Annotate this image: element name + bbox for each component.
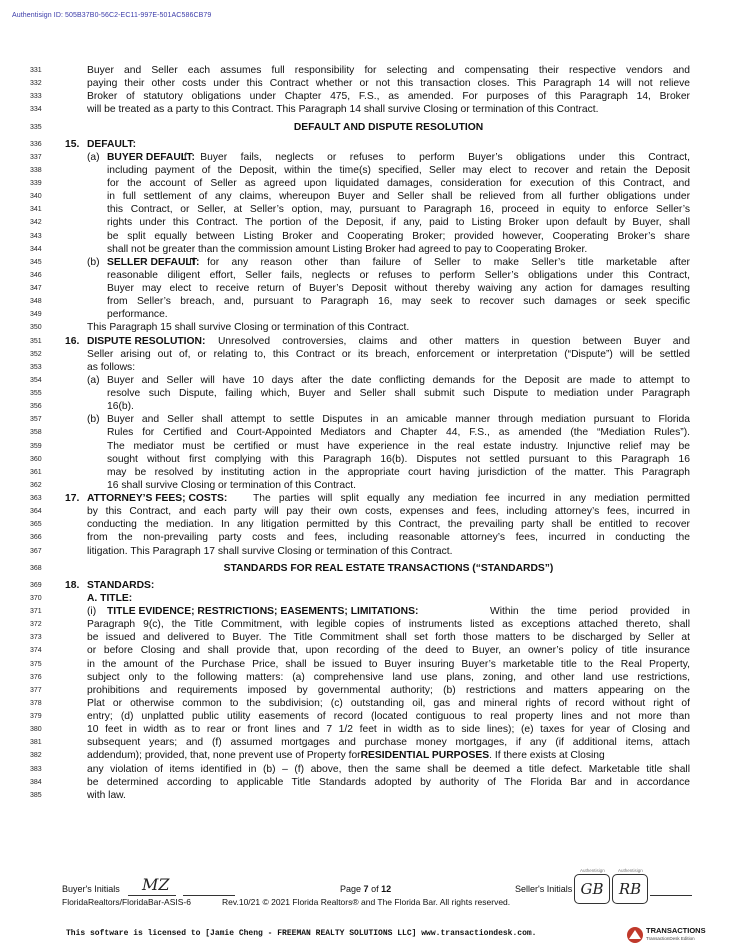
- line-number: 337: [30, 153, 42, 161]
- line-number: 382: [30, 752, 42, 760]
- line-text: paying their other costs under this Contract whether or not this transaction closes. This Paragraph 14 will not relieve: [87, 78, 690, 90]
- line-number: 359: [30, 442, 42, 450]
- line-number: 347: [30, 285, 42, 292]
- line-text: The parties will split equally any mediation fee incurred in any mediation permitted: [253, 493, 690, 504]
- contract-line: [0, 256, 734, 269]
- line-text: rights under this Contract. The portion of the Deposit, if any, paid to Listing Broker upon default by Buyer, shall: [107, 217, 690, 229]
- line-text: prohibitions and requirements imposed by governmental authority; (b) restrictions and matters appearing on the: [87, 684, 690, 696]
- line-number: 341: [30, 206, 42, 214]
- line-text: Seller arising out of, or relating to, this Contract or its breach, enforcement or interpretation (“Dispute”) will be settled: [87, 348, 690, 360]
- line-text: Buyer and Seller shall attempt to settle Disputes in an amicable manner through mediation pursuant to Florida: [107, 414, 690, 426]
- line-text: will be treated as a party to this Contract. This Paragraph 14 shall survive Closing or termination of this Contract.: [87, 104, 599, 116]
- contract-line: [0, 413, 734, 426]
- contract-line: [0, 684, 734, 697]
- contract-line: [0, 531, 734, 544]
- contract-line: [0, 90, 734, 103]
- line-number: 370: [30, 594, 42, 602]
- contract-line: [0, 671, 734, 684]
- line-text: STANDARDS FOR REAL ESTATE TRANSACTIONS (“STANDARDS”): [223, 562, 554, 574]
- line-text: or before Closing and shall provide that, upon recording of the deed to Buyer, an owner’s policy of title insurance: [87, 645, 690, 657]
- line-text: be issued and delivered to Buyer. The Title Commitment shall set forth those matters to be discharged by Seller at: [87, 632, 690, 644]
- contract-line: [0, 400, 734, 413]
- seller-init-tag-2: Authentisign: [618, 868, 643, 873]
- form-id: FloridaRealtors/FloridaBar-ASIS-6: [62, 897, 191, 907]
- line-text: Unresolved controversies, claims and other matters in question between Buyer and: [218, 335, 690, 347]
- contract-line: [0, 361, 734, 374]
- line-number: 362: [30, 481, 42, 489]
- contract-line: [0, 710, 734, 723]
- line-number: 351: [30, 337, 42, 345]
- line-text: by this Contract, and each party will pay their own costs, expenses and fees, including attorney’s fees, incurred in: [87, 506, 690, 518]
- line-number: 374: [30, 647, 42, 655]
- line-text: shall not be greater than the commission amount Listing Broker had agreed to pay to Cooperating Broker.: [107, 243, 588, 255]
- contract-line: [0, 618, 734, 631]
- contract-line: [0, 631, 734, 644]
- contract-line: [0, 335, 734, 348]
- line-number: 365: [30, 521, 42, 529]
- buyer-initials-box-1[interactable]: [128, 875, 176, 896]
- line-text: This Paragraph 15 shall survive Closing or termination of this Contract.: [87, 322, 410, 334]
- line-text: Rules for Certified and Court-Appointed Mediators and Chapter 44, F.S., as amended (the “Mediation Rules”).: [107, 427, 690, 439]
- line-number: 332: [30, 80, 42, 88]
- contract-line: [0, 177, 734, 190]
- page-number: Page 7 of 12: [340, 884, 392, 894]
- line-text: may be resolved by instituting action in the appropriate court having jurisdiction of the matter. This Paragraph: [107, 466, 690, 478]
- contract-line: [0, 282, 734, 295]
- line-text: entry; (d) unplatted public utility easements of record (located contiguous to real property lines and not more than: [87, 711, 690, 722]
- line-text: reasonable diligent effort, Seller fails, neglects or refuses to perform Seller’s obligations under this Contract,: [107, 269, 690, 281]
- line-text: conducting the mediation. In any litigation permitted by this Contract, the prevailing party shall be entitled to recover: [87, 519, 690, 531]
- line-number: 334: [30, 106, 42, 114]
- line-number: 340: [30, 193, 42, 201]
- contract-line: [0, 723, 734, 736]
- line-number: 366: [30, 534, 42, 542]
- seller-initials-box-2[interactable]: RB: [612, 874, 648, 904]
- line-number: 372: [30, 621, 42, 629]
- contract-line: [0, 492, 734, 505]
- line-text: this Contract, or Seller, at Seller’s option, may, pursuant to Paragraph 16, proceed in equity to enforce Seller’s: [107, 204, 690, 216]
- line-number: 369: [30, 581, 42, 589]
- contract-line: [0, 736, 734, 749]
- line-text-part: . If there exists at Closing: [489, 750, 605, 762]
- line-number: 376: [30, 673, 42, 681]
- line-number: 355: [30, 390, 42, 397]
- line-text: STANDARDS:: [87, 579, 155, 591]
- contract-line: [0, 216, 734, 229]
- contract-line: [0, 479, 734, 492]
- line-number: 357: [30, 416, 42, 424]
- line-number: 342: [30, 219, 42, 227]
- paragraph-label: 18.: [65, 579, 80, 591]
- contract-line: [0, 426, 734, 439]
- paragraph-label: BUYER DEFAULT:: [107, 151, 195, 163]
- line-text-part: addendum); provided, that, none prevent use of Property for: [87, 750, 361, 762]
- line-number: 356: [30, 403, 42, 411]
- line-text: Paragraph 9(c), the Title Commitment, with legible copies of instruments listed as exceptions attached thereto, shall: [87, 619, 690, 631]
- paragraph-label: (b): [87, 414, 100, 426]
- line-text: in the amount of the Purchase Price, shall be issued to Buyer insuring Buyer’s marketable title to the Real Property,: [87, 658, 690, 670]
- seller-initials-box-1[interactable]: GB: [574, 874, 610, 904]
- line-text: as follows:: [87, 361, 136, 373]
- contract-line: [0, 190, 734, 203]
- line-number: 384: [30, 778, 42, 786]
- line-text: with law.: [87, 789, 126, 801]
- paragraph-label: TITLE EVIDENCE; RESTRICTIONS; EASEMENTS; LIMITATIONS:: [107, 606, 419, 617]
- paragraph-label: (a): [87, 374, 100, 386]
- contract-line: [0, 103, 734, 116]
- contract-line: [0, 308, 734, 321]
- line-number: 343: [30, 232, 42, 240]
- line-text: for the account of Seller as agreed upon liquidated damages, consideration for execution of this Contract, and: [107, 178, 690, 189]
- line-text: 10 feet in width as to rear or front lines and 7 1/2 feet in width as to side lines); (e) taxes for year of Closing and: [87, 724, 690, 736]
- contract-line: [0, 295, 734, 308]
- line-text: subject only to the following matters: (a) comprehensive land use plans, zoning, and other land use restrictions,: [87, 671, 690, 683]
- line-text: in full settlement of any claims, whereupon Buyer and Seller shall be relieved from all further obligations under: [107, 191, 690, 203]
- line-number: 380: [30, 726, 42, 734]
- contract-line: [0, 545, 734, 558]
- contract-line: [0, 440, 734, 453]
- contract-line: [0, 697, 734, 710]
- line-number: 346: [30, 271, 42, 279]
- line-text: If Buyer fails, neglects or refuses to perform Buyer’s obligations under this Contract,: [181, 151, 690, 163]
- contract-line: [0, 466, 734, 479]
- line-number: 385: [30, 791, 42, 799]
- line-text: A. TITLE:: [87, 592, 133, 604]
- line-text: DEFAULT AND DISPUTE RESOLUTION: [293, 121, 484, 133]
- buyer-initials-box-2[interactable]: [183, 880, 235, 896]
- transactions-logo-icon: [626, 926, 644, 944]
- line-number: 364: [30, 508, 42, 516]
- contract-line: [0, 592, 734, 605]
- contract-line: [0, 605, 734, 618]
- contract-line: [0, 151, 734, 164]
- line-text: Plat or otherwise common to the subdivision; (c) outstanding oil, gas and mineral rights of record without right of: [87, 697, 690, 709]
- line-number: 358: [30, 429, 42, 437]
- line-number: 335: [30, 123, 42, 131]
- line-number: 367: [30, 547, 42, 555]
- line-number: 368: [30, 564, 42, 572]
- contract-line: [0, 789, 734, 802]
- line-text: Broker of statutory obligations under Chapter 475, F.S., as amended. For purposes of this Paragraph 14, Broker: [87, 91, 690, 103]
- paragraph-label: (i): [87, 606, 97, 617]
- contract-line: [0, 749, 734, 762]
- contract-line: [0, 776, 734, 789]
- contract-line: [0, 164, 734, 177]
- line-number: 377: [30, 686, 42, 694]
- contract-line: [0, 64, 734, 77]
- contract-line: [0, 203, 734, 216]
- residential-purposes: RESIDENTIAL PURPOSES: [360, 750, 490, 762]
- line-number: 375: [30, 660, 42, 668]
- line-number: 344: [30, 245, 42, 253]
- line-text: resolve such Dispute, failing which, Buyer and Seller shall submit such Dispute to mediation under Paragraph: [107, 388, 690, 399]
- paragraph-label: (a): [87, 151, 100, 163]
- contract-line: [0, 138, 734, 151]
- paragraph-label: (b): [87, 256, 100, 268]
- contract-body: [0, 64, 734, 802]
- line-text: from the non-prevailing party costs and fees, including reasonable attorney’s fees, incurred in conducting the: [87, 532, 690, 544]
- paragraph-label: 15.: [65, 138, 80, 150]
- line-text: including payment of the Deposit, within the time(s) specified, Seller may elect to recover and retain the Deposit: [107, 164, 690, 176]
- paragraph-label: DISPUTE RESOLUTION:: [87, 335, 206, 347]
- line-number: 333: [30, 93, 42, 101]
- line-number: 361: [30, 468, 42, 476]
- line-text: performance.: [107, 309, 168, 321]
- line-number: 381: [30, 739, 42, 747]
- line-text: from Seller’s breach, and, pursuant to Paragraph 16, may seek to recover such damages or seek specific: [107, 296, 690, 308]
- line-number: 349: [30, 311, 42, 319]
- paragraph-label: ATTORNEY’S FEES; COSTS:: [87, 493, 228, 504]
- line-number: 338: [30, 166, 42, 174]
- paragraph-label: 17.: [65, 493, 80, 504]
- line-text: 16 shall survive Closing or termination of this Contract.: [107, 479, 356, 491]
- line-text: Buyer and Seller each assumes full responsibility for selecting and compensating their respective vendors and: [87, 65, 690, 76]
- line-number: 371: [30, 608, 42, 615]
- contract-line: [0, 243, 734, 256]
- license-notice: This software is licensed to [Jamie Cheng - FREEMAN REALTY SOLUTIONS LLC] www.transactiondesk.com.: [66, 929, 537, 938]
- line-text: 16(b).: [107, 401, 134, 413]
- contract-line: [0, 387, 734, 400]
- line-number: 373: [30, 634, 42, 642]
- buyer-initial-signature: MZ: [142, 875, 170, 894]
- line-number: 336: [30, 140, 42, 148]
- line-text: Within the time period provided in: [490, 606, 690, 617]
- contract-line: [0, 518, 734, 531]
- contract-line: [0, 763, 734, 776]
- line-text: The mediator must be certified or must have experience in the real estate industry. Injunctive relief may be: [107, 440, 690, 452]
- line-text: [87, 749, 690, 762]
- transactions-logo-text: TRANSACTIONS TransactionDesk Edition: [646, 926, 706, 941]
- line-text: subsequent years; and (f) assumed mortgages and purchase money mortgages, if any (if additional items, attach: [87, 737, 690, 749]
- line-number: 352: [30, 350, 42, 358]
- authentisign-id: Authentisign ID: 505B37B0-56C2-EC11-997E-501AC586CB79: [12, 12, 212, 19]
- line-number: 331: [30, 67, 42, 74]
- line-text: Buyer and Seller will have 10 days after the date conflicting demands for the Deposit are made to attempt to: [107, 374, 690, 386]
- contract-line: [0, 505, 734, 518]
- line-text: litigation. This Paragraph 17 shall survive Closing or termination of this Contract.: [87, 545, 453, 557]
- contract-line: [0, 121, 734, 134]
- line-number: 360: [30, 455, 42, 463]
- seller-init-tag-1: Authentisign: [580, 868, 605, 873]
- line-text: If for any reason other than failure of Seller to make Seller’s title marketable after: [189, 256, 690, 268]
- contract-line: [0, 579, 734, 592]
- line-number: 350: [30, 324, 42, 332]
- seller-initials-underline: [650, 895, 692, 896]
- line-number: 348: [30, 298, 42, 306]
- line-text: be split equally between Listing Broker and Cooperating Broker; provided however, Cooperating Broker’s share: [107, 230, 690, 242]
- line-number: 363: [30, 495, 42, 502]
- line-text: be determined according to applicable Title Standards adopted by authority of The Florida Bar and in accordance: [87, 776, 690, 788]
- paragraph-label: SELLER DEFAULT:: [107, 256, 200, 268]
- line-number: 353: [30, 363, 42, 371]
- contract-line: [0, 374, 734, 387]
- line-number: 379: [30, 713, 42, 720]
- contract-line: [0, 321, 734, 334]
- line-number: 378: [30, 699, 42, 707]
- contract-line: [0, 269, 734, 282]
- contract-line: [0, 230, 734, 243]
- line-number: 354: [30, 376, 42, 384]
- line-text: Buyer may elect to receive return of Buyer’s Deposit without thereby waiving any action for damages resulting: [107, 283, 690, 294]
- copyright: Rev.10/21 © 2021 Florida Realtors® and The Florida Bar. All rights reserved.: [222, 897, 511, 907]
- line-number: 339: [30, 180, 42, 187]
- contract-line: [0, 348, 734, 361]
- line-text: any violation of items identified in (b) – (f) above, then the same shall be deemed a title defect. Marketable title shall: [87, 763, 690, 775]
- buyers-initials-label: Buyer's Initials: [62, 884, 120, 894]
- line-number: 345: [30, 258, 42, 266]
- contract-line: [0, 77, 734, 90]
- contract-line: [0, 453, 734, 466]
- sellers-initials-label: Seller's Initials: [515, 884, 573, 894]
- line-text: sought without first complying with this Paragraph 16(b). Disputes not settled pursuant to this Paragraph 16: [107, 453, 690, 465]
- contract-line: [0, 658, 734, 671]
- contract-line: [0, 644, 734, 657]
- line-number: 383: [30, 765, 42, 773]
- line-text: DEFAULT:: [87, 138, 136, 150]
- contract-line: [0, 562, 734, 575]
- paragraph-label: 16.: [65, 335, 80, 347]
